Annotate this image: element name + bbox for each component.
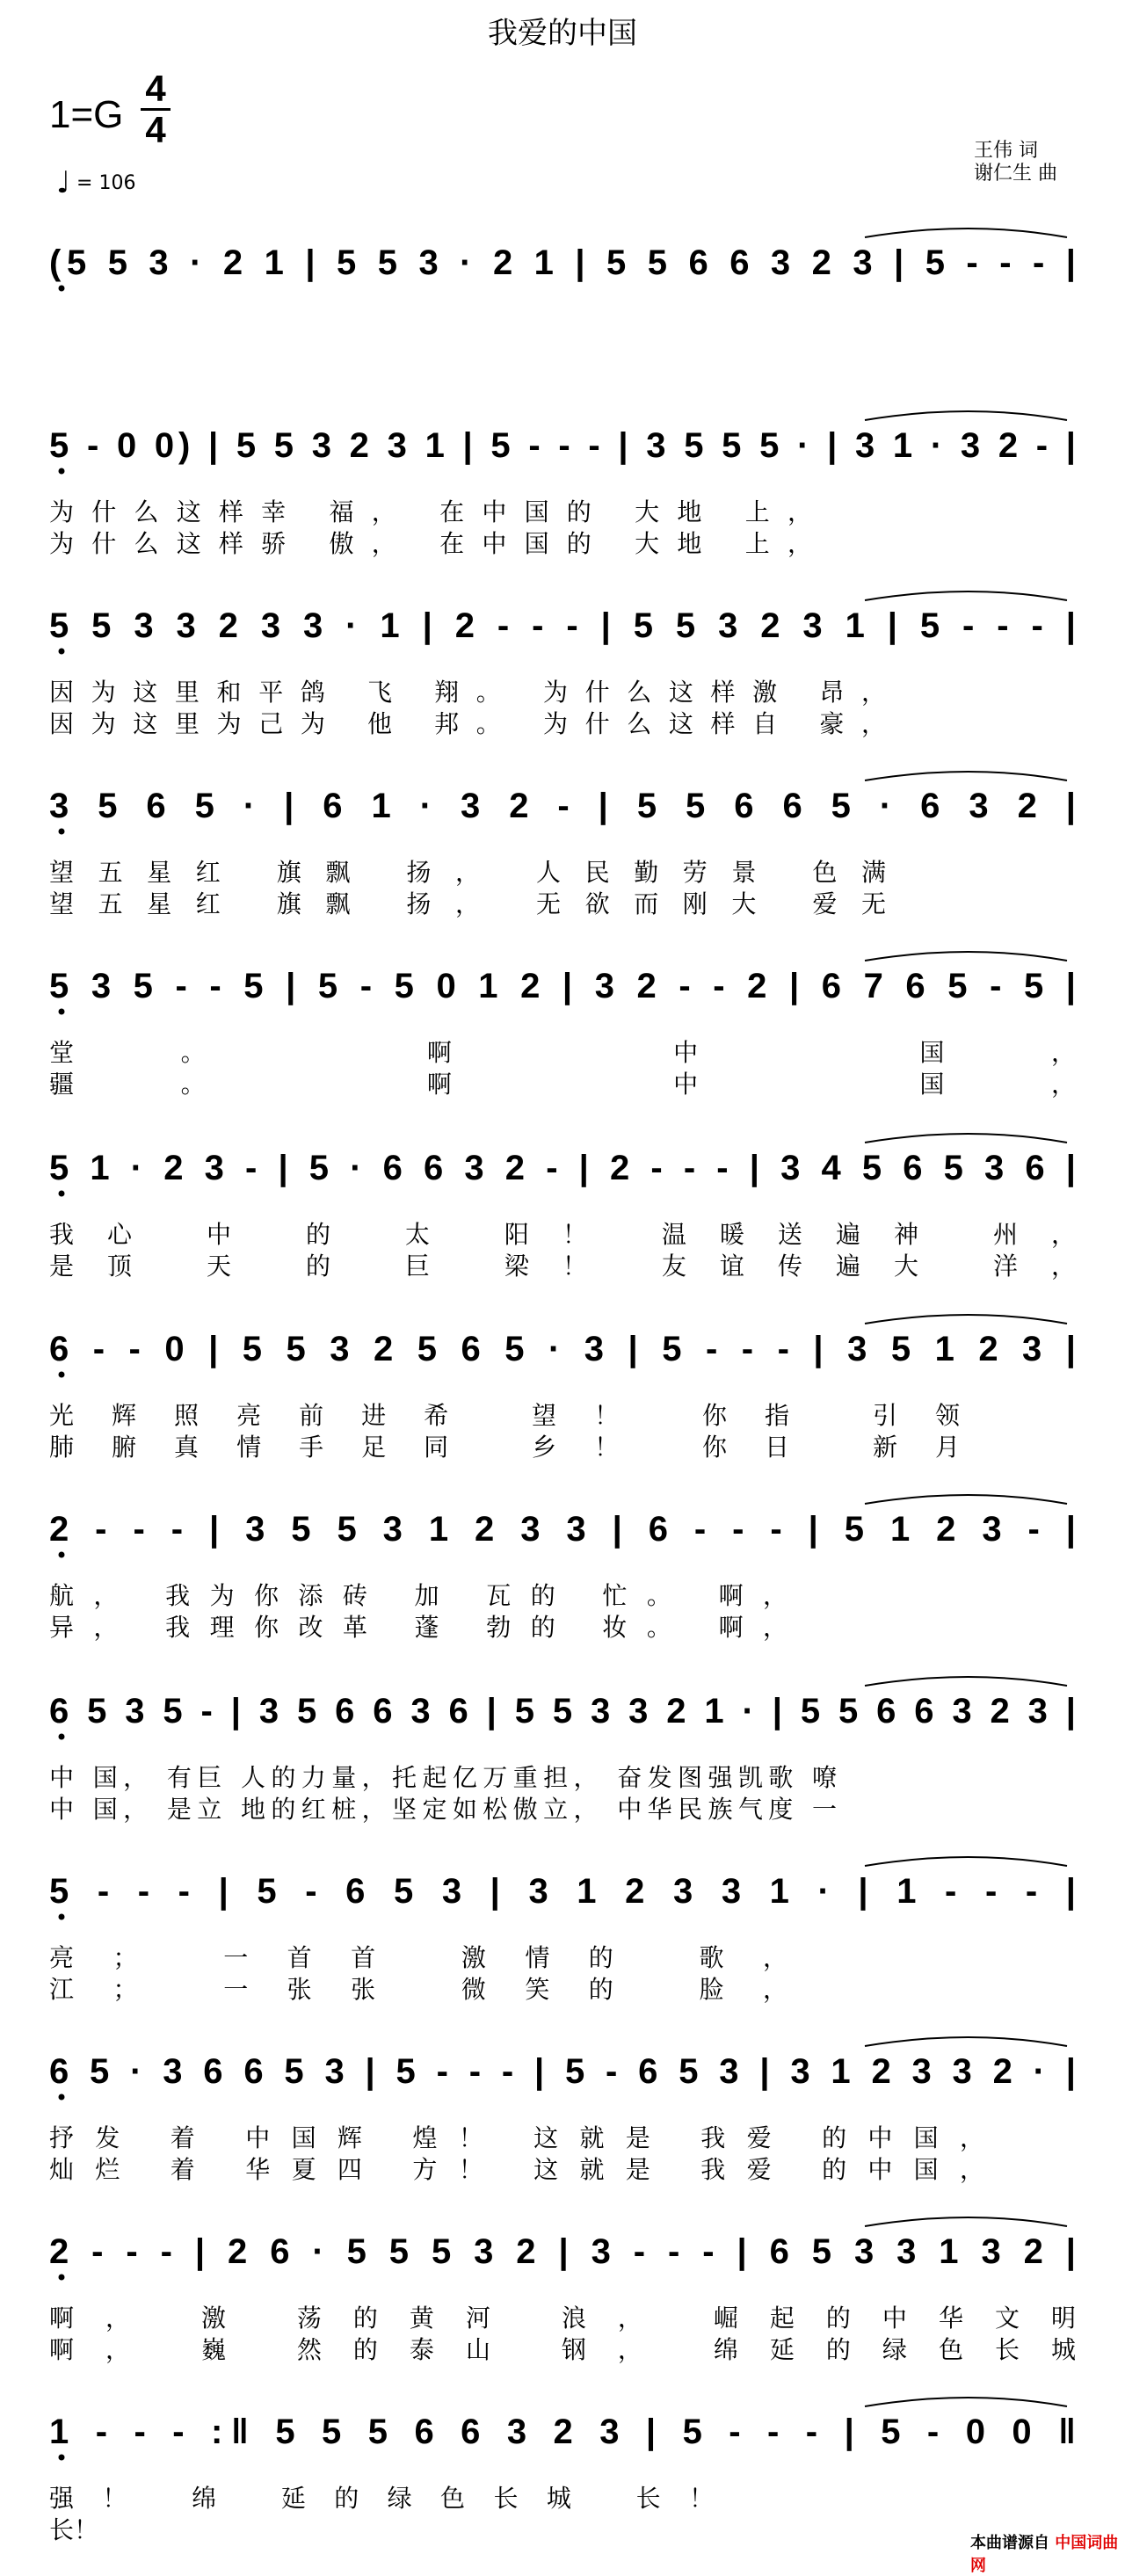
slur [865,1315,1067,1324]
octave-dot [59,649,65,655]
time-signature-numerator: 4 [145,68,166,109]
tempo-value: = 106 [76,172,136,194]
lyric-line: 堂。 啊 中 国， [49,1038,1076,1067]
key-signature: 1=G [49,93,124,136]
lyric-line: 抒发 着 中国辉 煌！ 这就是 我爱 的中国， [49,2123,984,2152]
octave-dot [59,1914,65,1920]
notation-line: 2 - - - | 3 5 5 3 1 2 3 3 | 6 - - - | 5 1 2 3 - | [49,1510,1076,1549]
notation-line: (5 5 3 · 2 1 | 5 5 3 · 2 1 | 5 5 6 6 3 2 3 | 5 - - - | [49,243,1076,282]
score-system [49,1495,1076,1642]
composer-credit: 谢仁生 曲 [974,163,1057,185]
lyric-line: 望五星红 旗飘 扬， 人民勤劳景 色满 [49,858,886,887]
lyric-line: 因为这里和平鸽 飞 翔。 为什么这样激 昂， [49,678,886,707]
score-system [49,229,1076,292]
octave-dot [59,2455,65,2461]
notation-line: 5 3 5 - - 5 | 5 - 5 0 1 2 | 3 2 - - 2 | 6 7 6 5 - 5 | [49,967,1077,1005]
lyric-line: 望五星红 旗飘 扬， 无欲而刚大 爱无 [49,889,886,918]
notation-line: 6 5 · 3 6 6 5 3 | 5 - - - | 5 - 6 5 3 | 3 1 2 3 3 2 · | [49,2052,1076,2091]
octave-dot [59,1372,65,1378]
slur [865,952,1067,961]
footer-site: 中国词曲网 [970,2534,1119,2575]
lyric-line: 灿烂 着 华夏四 方！ 这就是 我爱 的中国， [49,2155,984,2184]
lyric-line: 啊， 激 荡的黄河 浪， 崛起的中华文明 [49,2304,1077,2333]
lyric-line: 航， 我为你添砖 加 瓦的 忙。 啊， [49,1581,788,1610]
score-system [49,2217,1076,2364]
slur [865,591,1067,600]
octave-dot [59,1552,65,1558]
lyric-line: 长！ [49,2515,98,2544]
score-systems [49,229,1076,2544]
score-system [49,411,1076,558]
lyric-line: 光辉照亮前进希 望！ 你指 引领 [49,1401,960,1430]
lyric-line: 为什么这样幸 福， 在中国的 大地 上， [49,497,812,526]
notation-line: 6 - - 0 | 5 5 3 2 5 6 5 · 3 | 5 - - - | 3 5 1 2 3 | [49,1330,1077,1368]
score-system [49,1677,1076,1824]
score-system [49,591,1076,738]
score-system [49,952,1076,1099]
score-system [49,772,1076,918]
slur [865,1495,1067,1504]
octave-dot [59,1734,65,1740]
octave-dot [59,2275,65,2281]
lyric-line: 异， 我理你改革 蓬 勃的 妆。 啊， [49,1613,788,1642]
lyric-line: 中 国， 有巨 人的力量，托起亿万重担， 奋发图强凯歌 嘹 [49,1763,837,1792]
notation-line: 5 - 0 0) | 5 5 3 2 3 1 | 5 - - - | 3 5 5 5 · | 3 1 · 3 2 - | [49,426,1076,465]
lyric-line: 疆。 啊 中 国， [49,1070,1076,1099]
lyric-line: 江； 一张张 微笑的 脸， [49,1975,788,2004]
slur [865,2217,1067,2226]
lyric-line: 为什么这样骄 傲， 在中国的 大地 上， [49,529,812,558]
lyric-line: 是顶 天 的 巨 梁！ 友谊传遍大 洋， [49,1252,1076,1281]
source-footer [970,2530,1125,2576]
slur [865,229,1067,237]
lyric-line: 肺腑真情手足同 乡！ 你日 新月 [49,1433,960,1462]
slur [865,411,1067,420]
notation-line: 1 - - - :‖ 5 5 5 6 6 3 2 3 | 5 - - - | 5 - 0 0 ‖ [49,2413,1077,2451]
notation-line: 2 - - - | 2 6 · 5 5 5 3 2 | 3 - - - | 6 5 3 3 1 3 2 | [49,2232,1077,2271]
notation-line: 5 5 3 3 2 3 3 · 1 | 2 - - - | 5 5 3 2 3 1 | 5 - - - | [49,606,1077,645]
octave-dot [59,829,65,835]
notation-line: 3 5 6 5 · | 6 1 · 3 2 - | 5 5 6 6 5 · 6 3 2 | [49,787,1076,825]
octave-dot [59,1191,65,1197]
notation-line: 5 1 · 2 3 - | 5 · 6 6 3 2 - | 2 - - - | 3 4 5 6 5 3 6 | [49,1149,1076,1187]
score-system [49,1134,1076,1281]
slur [865,772,1067,780]
score-system [49,2037,1076,2184]
time-signature-denominator: 4 [145,109,166,150]
notation-line: 5 - - - | 5 - 6 5 3 | 3 1 2 3 3 1 · | 1 - - - | [49,1872,1076,1911]
octave-dot [59,286,65,292]
octave-dot [59,1009,65,1015]
notation-line: 6 5 3 5 - | 3 5 6 6 3 6 | 5 5 3 3 2 1 · | 5 5 6 6 3 2 3 | [49,1692,1076,1731]
song-title: 我爱的中国 [488,16,637,51]
lyric-line: 啊， 巍 然的泰山 钢， 绵延的绿色长城 [49,2335,1077,2364]
slur [865,1677,1067,1686]
octave-dot [59,2094,65,2101]
footer-label: 本曲谱源自 [970,2534,1049,2552]
lyric-line: 我心 中 的 太 阳！ 温暖送遍神 州， [49,1220,1076,1249]
score-system [49,1857,1076,2004]
slur [865,2398,1067,2406]
lyric-line: 亮； 一首首 激情的 歌， [49,1943,788,1972]
slur [865,2037,1067,2046]
lyric-line: 强！ 绵 延的绿色长城 长！ [49,2484,715,2513]
octave-dot [59,468,65,475]
lyric-line: 中 国， 是立 地的红桩，坚定如松傲立， 中华民族气度 一 [49,1795,837,1824]
score-system [49,1315,1076,1462]
score-system [49,2398,1076,2544]
lyricist-credit: 王伟 词 [974,140,1038,162]
lyric-line: 因为这里为己为 他 邦。 为什么这样自 豪， [49,709,886,738]
slur [865,1857,1067,1866]
slur [865,1134,1067,1143]
quarter-note-icon: ♩ [56,165,71,200]
